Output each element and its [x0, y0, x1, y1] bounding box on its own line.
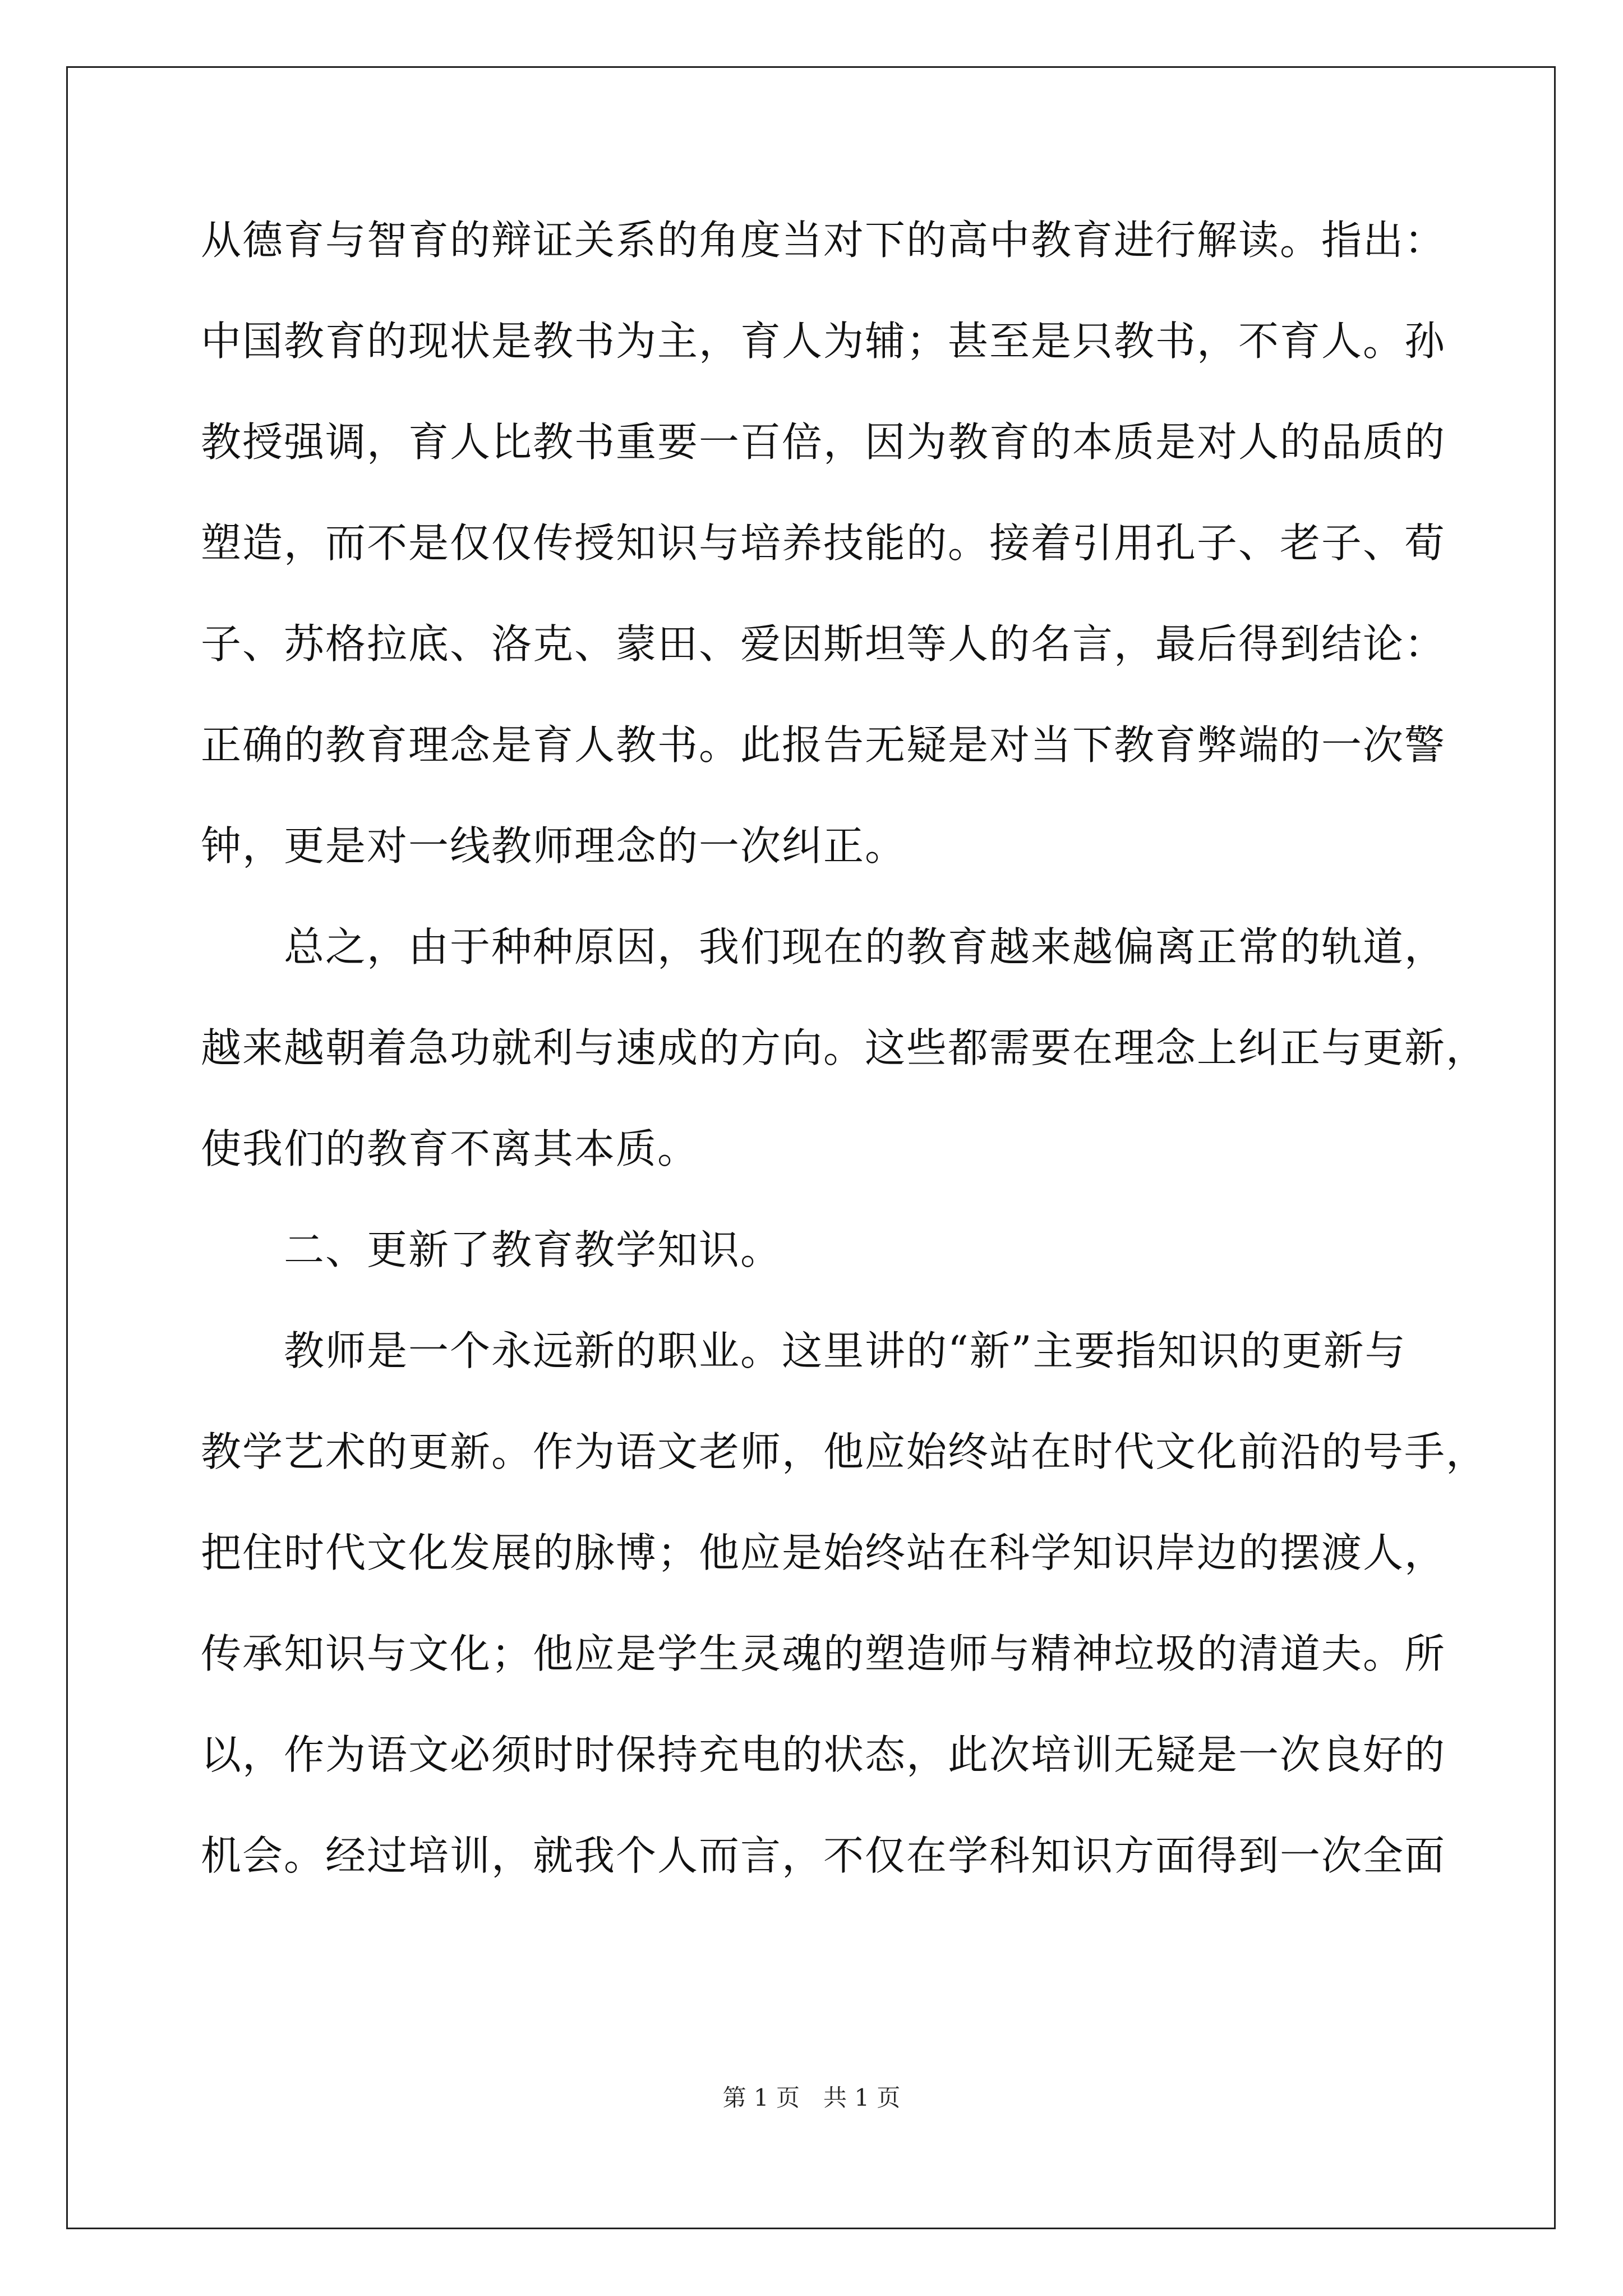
text-line: 总之，由于种种原因，我们现在的教育越来越偏离正常的轨道，	[201, 923, 1446, 970]
text-line: 教师是一个永远新的职业。这里讲的“新”主要指知识的更新与	[201, 1327, 1407, 1374]
section-heading: 二、更新了教育教学知识。	[201, 1226, 782, 1273]
text-line: 使我们的教育不离其本质。	[201, 1125, 699, 1172]
text-line: 教授强调，育人比教书重要一百倍，因为教育的本质是对人的品质的	[201, 418, 1446, 466]
text-line: 中国教育的现状是教书为主，育人为辅；甚至是只教书，不育人。孙	[201, 318, 1446, 365]
text-line: 正确的教育理念是育人教书。此报告无疑是对当下教育弊端的一次警	[201, 721, 1446, 769]
text-line: 以，作为语文必须时时保持充电的状态，此次培训无疑是一次良好的	[201, 1731, 1446, 1778]
text-line: 钟，更是对一线教师理念的一次纠正。	[201, 822, 907, 869]
text-line: 子、苏格拉底、洛克、蒙田、爱因斯坦等人的名言，最后得到结论：	[201, 620, 1446, 668]
text-line: 机会。经过培训，就我个人而言，不仅在学科知识方面得到一次全面	[201, 1832, 1446, 1879]
text-line: 塑造，而不是仅仅传授知识与培养技能的。接着引用孔子、老子、荀	[201, 519, 1446, 567]
text-line: 越来越朝着急功就利与速成的方向。这些都需要在理念上纠正与更新，	[201, 1024, 1488, 1071]
text-line: 教学艺术的更新。作为语文老师，他应始终站在时代文化前沿的号手，	[201, 1428, 1488, 1475]
page-number-footer: 第 1 页 共 1 页	[722, 2084, 901, 2111]
text-line: 从德育与智育的辩证关系的角度当对下的高中教育进行解读。指出：	[201, 217, 1446, 264]
text-line: 传承知识与文化；他应是学生灵魂的塑造师与精神垃圾的清道夫。所	[201, 1630, 1446, 1677]
text-line: 把住时代文化发展的脉博；他应是始终站在科学知识岸边的摆渡人，	[201, 1529, 1446, 1576]
